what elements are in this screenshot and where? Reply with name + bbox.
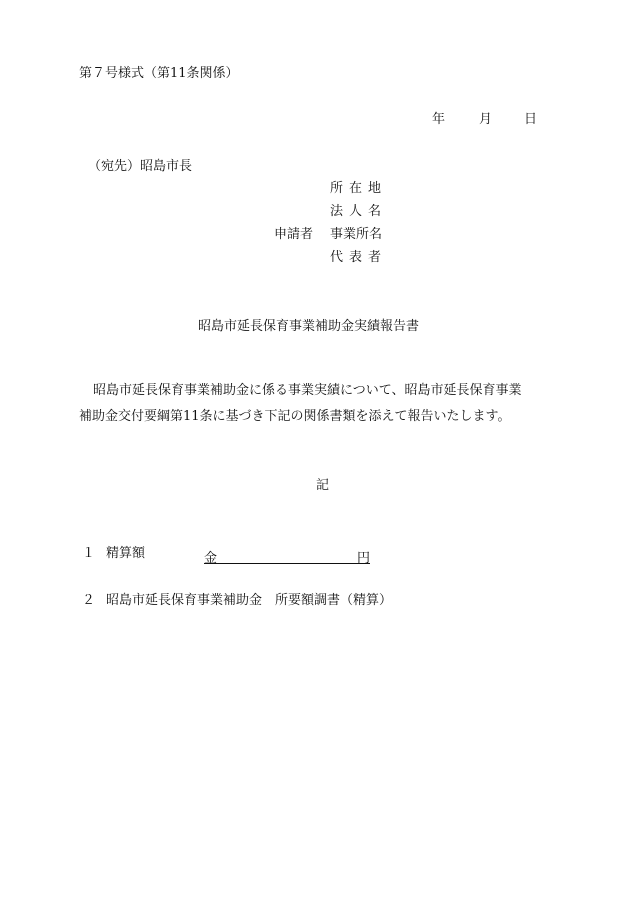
item-2-number: ２ xyxy=(82,593,96,608)
item-1-number: １ xyxy=(82,546,96,561)
applicant-field-representative: 代表者 xyxy=(330,250,388,265)
addressee: （宛先）昭島市長 xyxy=(88,159,193,174)
body-line-2: 補助金交付要綱第11条に基づき下記の関係書類を添えて報告いたします。 xyxy=(79,409,511,424)
applicant-label: 申請者 xyxy=(274,227,314,242)
applicant-field-office: 事業所名 xyxy=(330,227,383,242)
date-day: 日 xyxy=(524,112,538,127)
amount-prefix: 金 xyxy=(204,551,218,566)
item-1-label: 精算額 xyxy=(106,546,146,561)
body-line-1: 昭島市延長保育事業補助金に係る事業実績について、昭島市延長保育事業 xyxy=(93,383,522,398)
amount-suffix: 円 xyxy=(356,551,370,566)
form-number: 第７号様式（第11条関係） xyxy=(79,66,239,81)
date-month: 月 xyxy=(479,112,493,127)
applicant-field-address: 所在地 xyxy=(330,181,388,196)
document-title: 昭島市延長保育事業補助金実績報告書 xyxy=(198,319,420,334)
applicant-field-corporation: 法人名 xyxy=(330,204,388,219)
amount-field xyxy=(204,547,370,564)
ki-heading: 記 xyxy=(316,478,330,493)
item-2-label: 昭島市延長保育事業補助金 所要額調書（精算） xyxy=(106,593,393,608)
date-year: 年 xyxy=(432,112,446,127)
